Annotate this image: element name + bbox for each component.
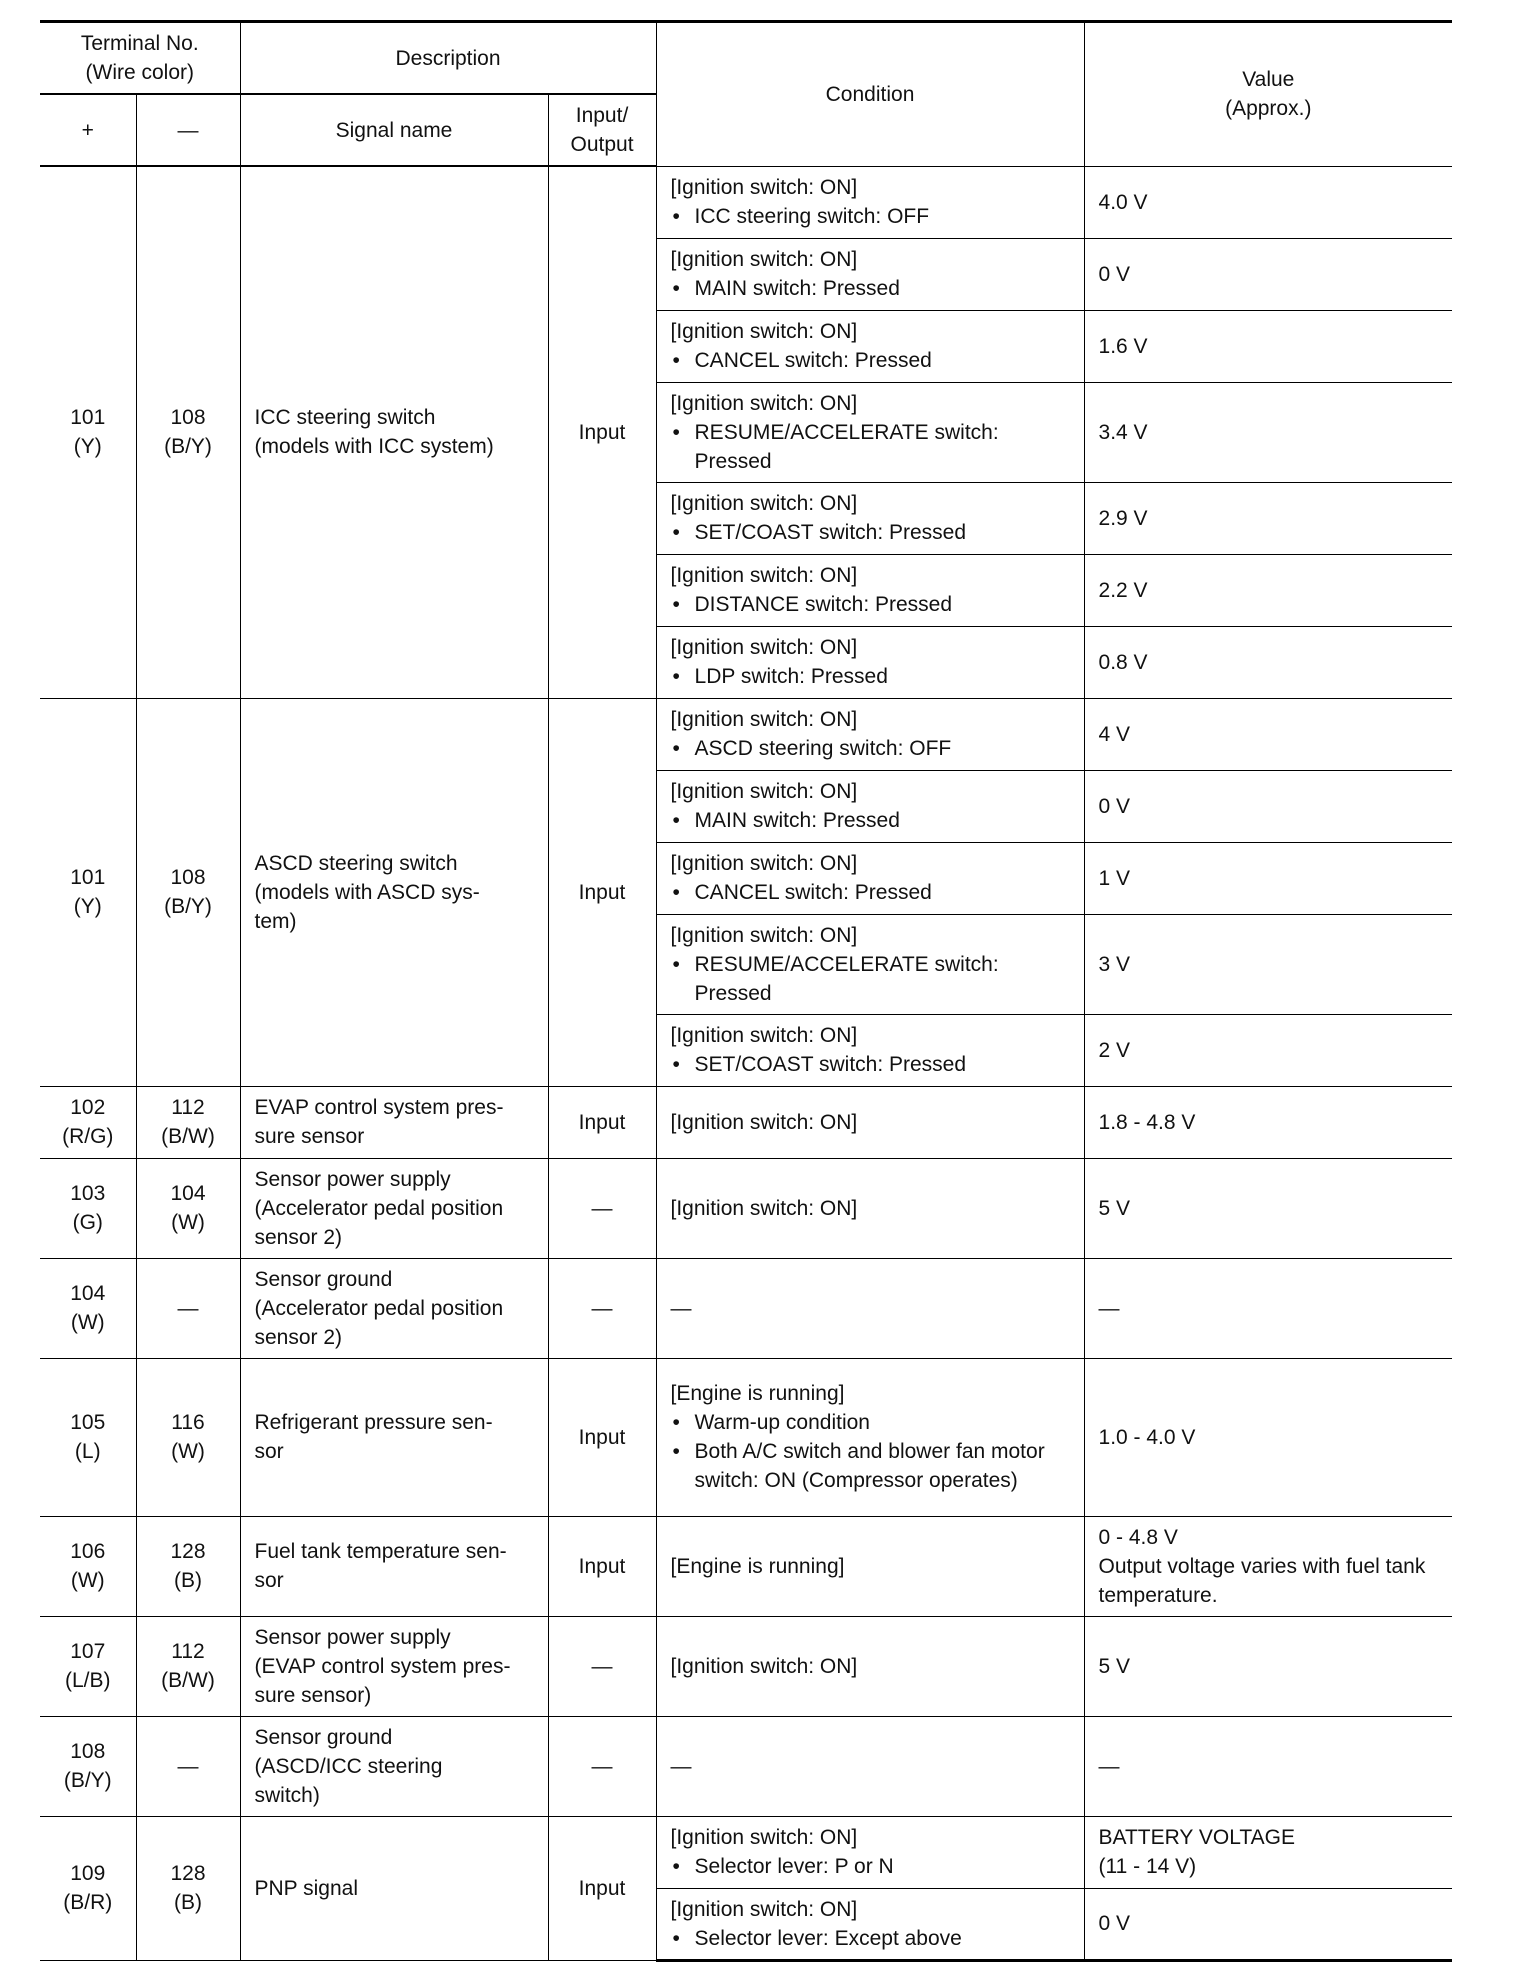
header-row-1 <box>40 22 1452 95</box>
condition-bullet: • RESUME/ACCELERATE switch: Pressed <box>671 418 1070 476</box>
value-text: 5 V <box>1098 1654 1131 1678</box>
signal-name-text: Sensor power supply <box>254 1625 451 1649</box>
condition-header-text: — <box>670 1296 692 1320</box>
value-text: Output voltage varies with fuel tank temperature. <box>1098 1554 1426 1607</box>
signal-name-text: PNP signal <box>254 1876 359 1900</box>
condition-cell <box>656 626 1084 698</box>
input-output-header <box>548 94 656 166</box>
value-text: 1.6 V <box>1098 334 1148 358</box>
signal-name-cell <box>240 698 548 1086</box>
signal-name-text: Sensor power supply <box>254 1167 451 1191</box>
signal-name-text: Sensor ground <box>254 1267 393 1291</box>
terminal-minus-cell <box>136 1716 240 1816</box>
terminal-plus-text: 103 <box>70 1182 106 1205</box>
signal-name-text: Refrigerant pressure sen- <box>254 1411 493 1434</box>
condition-cell <box>656 1616 1084 1716</box>
condition-header-text: [Ignition switch: ON] <box>670 492 858 515</box>
value-text: 2.2 V <box>1098 578 1148 602</box>
terminal-minus-text: 108 <box>170 406 206 430</box>
terminal-minus-text: 112 <box>171 1096 205 1119</box>
input-output-cell: — <box>548 1716 656 1816</box>
signal-name-cell <box>240 1716 548 1816</box>
condition-cell <box>656 1158 1084 1258</box>
value-text: 0 V <box>1098 794 1131 818</box>
condition-cell <box>656 482 1084 554</box>
value-text: 0.8 V <box>1098 650 1148 674</box>
terminal-plus-text: (L/B) <box>64 1669 111 1692</box>
signal-name-text: EVAP control system pres- <box>254 1096 504 1119</box>
terminal-minus-cell <box>136 1086 240 1158</box>
value-cell <box>1084 1086 1452 1158</box>
terminal-plus-cell <box>40 1358 136 1516</box>
signal-name-cell <box>240 1158 548 1258</box>
terminal-minus-text: (W) <box>171 1440 205 1463</box>
condition-header-text: [Ignition switch: ON] <box>670 708 858 731</box>
terminal-no-label: Terminal No. <box>80 32 199 55</box>
terminal-plus-text: (W) <box>70 1569 105 1592</box>
condition-header-text: [Ignition switch: ON] <box>670 636 858 659</box>
value-header <box>1084 22 1452 167</box>
signal-name-text: switch) <box>254 1783 320 1807</box>
signal-name-cell <box>240 1358 548 1516</box>
signal-name-text: (ASCD/ICC steering <box>254 1754 443 1778</box>
condition-cell <box>656 1716 1084 1816</box>
table-row <box>40 698 1452 770</box>
terminal-plus-text: (Y) <box>73 895 102 918</box>
value-cell <box>1084 382 1452 482</box>
terminal-minus-text: 116 <box>171 1411 205 1434</box>
table-row <box>40 166 1452 238</box>
signal-name-header: Signal name <box>240 94 548 166</box>
value-cell <box>1084 482 1452 554</box>
terminal-plus-text: (W) <box>70 1311 105 1334</box>
value-cell <box>1084 1716 1452 1816</box>
condition-bullet: • SET/COAST switch: Pressed <box>671 1050 1070 1079</box>
terminal-minus-cell <box>136 1158 240 1258</box>
terminal-plus-text: 109 <box>70 1862 106 1885</box>
terminal-minus-text: (W) <box>171 1211 205 1234</box>
terminal-minus-cell <box>136 1358 240 1516</box>
value-cell <box>1084 238 1452 310</box>
value-text: 2 V <box>1098 1038 1131 1062</box>
signal-name-cell <box>240 1258 548 1358</box>
condition-header-text: [Ignition switch: ON] <box>670 1196 858 1220</box>
terminal-spec-page <box>40 20 1452 1962</box>
condition-cell <box>656 554 1084 626</box>
terminal-plus-text: 104 <box>70 1282 106 1305</box>
terminal-minus-text: (B/W) <box>161 1669 215 1692</box>
table-body <box>40 166 1452 1960</box>
terminal-minus-text: — <box>177 1296 199 1320</box>
condition-bullet: • Both A/C switch and blower fan motor switch: ON (Compressor operates) <box>671 1437 1070 1495</box>
condition-cell <box>656 1358 1084 1516</box>
terminal-minus-text: 128 <box>170 1862 206 1885</box>
value-text: 1.8 - 4.8 V <box>1098 1110 1196 1134</box>
signal-name-text: sor <box>254 1440 284 1463</box>
value-cell <box>1084 310 1452 382</box>
value-cell <box>1084 842 1452 914</box>
table-row <box>40 1086 1452 1158</box>
condition-header-text: [Engine is running] <box>670 1554 845 1578</box>
value-cell <box>1084 1014 1452 1086</box>
value-cell <box>1084 1888 1452 1960</box>
value-cell <box>1084 770 1452 842</box>
input-output-cell: Input <box>548 166 656 698</box>
terminal-minus-cell <box>136 166 240 698</box>
value-text: 0 V <box>1098 1912 1131 1935</box>
condition-header-text: [Ignition switch: ON] <box>670 923 858 947</box>
table-row <box>40 1616 1452 1716</box>
condition-cell <box>656 166 1084 238</box>
condition-header-text: [Ignition switch: ON] <box>670 564 858 587</box>
input-output-cell: — <box>548 1616 656 1716</box>
input-output-cell: Input <box>548 1816 656 1960</box>
terminal-no-header <box>40 22 240 95</box>
terminal-plus-cell <box>40 166 136 698</box>
terminal-plus-cell <box>40 1716 136 1816</box>
signal-name-cell <box>240 1816 548 1960</box>
input-output-label-2: Output <box>570 133 634 156</box>
value-text: — <box>1098 1296 1120 1320</box>
terminal-minus-cell <box>136 1616 240 1716</box>
table-row <box>40 1158 1452 1258</box>
condition-cell <box>656 238 1084 310</box>
terminal-plus-text: 106 <box>70 1540 106 1563</box>
terminal-plus-text: 101 <box>70 866 106 889</box>
condition-bullet: • ICC steering switch: OFF <box>671 202 1070 231</box>
signal-name-text: (Accelerator pedal position <box>254 1296 504 1320</box>
value-text: 5 V <box>1098 1196 1131 1220</box>
condition-header-text: [Ignition switch: ON] <box>670 248 858 271</box>
condition-bullet: • RESUME/ACCELERATE switch: Pressed <box>671 950 1070 1008</box>
condition-cell <box>656 770 1084 842</box>
condition-header-text: [Engine is running] <box>670 1382 845 1405</box>
value-text: 4.0 V <box>1098 190 1148 214</box>
value-cell <box>1084 1516 1452 1616</box>
input-output-cell: Input <box>548 698 656 1086</box>
value-cell <box>1084 166 1452 238</box>
condition-cell <box>656 842 1084 914</box>
terminal-minus-cell <box>136 698 240 1086</box>
value-approx-label: (Approx.) <box>1225 97 1312 121</box>
input-output-cell: Input <box>548 1358 656 1516</box>
terminal-plus-text: 101 <box>70 406 106 430</box>
condition-bullet: • Selector lever: Except above <box>671 1924 1070 1953</box>
terminal-plus-cell <box>40 1158 136 1258</box>
input-output-cell: — <box>548 1158 656 1258</box>
terminal-plus-cell <box>40 1258 136 1358</box>
value-text: 1 V <box>1098 866 1131 890</box>
condition-cell <box>656 1888 1084 1960</box>
terminal-minus-text: (B/W) <box>161 1125 215 1148</box>
terminal-minus-text: 104 <box>170 1182 206 1205</box>
terminal-plus-text: (L) <box>74 1440 101 1463</box>
value-text: 0 - 4.8 V <box>1098 1525 1178 1549</box>
value-cell <box>1084 698 1452 770</box>
value-cell <box>1084 914 1452 1014</box>
terminal-minus-cell <box>136 1516 240 1616</box>
signal-name-cell <box>240 1616 548 1716</box>
table-row <box>40 1716 1452 1816</box>
condition-cell <box>656 1086 1084 1158</box>
terminal-minus-text: (B) <box>174 1891 202 1914</box>
signal-name-text: (EVAP control system pres- <box>254 1654 511 1678</box>
condition-bullet: • SET/COAST switch: Pressed <box>671 518 1070 547</box>
value-text: 1.0 - 4.0 V <box>1098 1425 1196 1449</box>
terminal-plus-cell <box>40 1816 136 1960</box>
value-text: 3 V <box>1098 952 1131 976</box>
terminal-plus-cell <box>40 1616 136 1716</box>
value-cell <box>1084 1358 1452 1516</box>
condition-bullet: • CANCEL switch: Pressed <box>671 346 1070 375</box>
condition-header-text: [Ignition switch: ON] <box>670 1654 858 1678</box>
condition-header-text: [Ignition switch: ON] <box>670 1826 858 1849</box>
terminal-plus-text: 108 <box>70 1740 106 1763</box>
terminal-minus-text: 128 <box>170 1540 206 1563</box>
terminal-minus-text: (B) <box>174 1569 202 1592</box>
table-row <box>40 1516 1452 1616</box>
value-text: (11 - 14 V) <box>1098 1855 1197 1878</box>
condition-bullet: • DISTANCE switch: Pressed <box>671 590 1070 619</box>
signal-name-text: ASCD steering switch <box>254 851 458 875</box>
value-cell <box>1084 1158 1452 1258</box>
terminal-minus-text: — <box>177 1754 199 1778</box>
condition-header-text: [Ignition switch: ON] <box>670 176 858 199</box>
table-row <box>40 1258 1452 1358</box>
condition-header-text: [Ignition switch: ON] <box>670 852 858 875</box>
value-text: — <box>1098 1754 1120 1778</box>
terminal-plus-text: 102 <box>70 1096 106 1119</box>
signal-name-text: Sensor ground <box>254 1725 393 1749</box>
condition-header-text: [Ignition switch: ON] <box>670 1024 858 1047</box>
signal-name-cell <box>240 1516 548 1616</box>
signal-name-text: ICC steering switch <box>254 406 436 430</box>
table-row <box>40 1816 1452 1888</box>
table-row <box>40 1358 1452 1516</box>
input-output-cell: Input <box>548 1516 656 1616</box>
condition-bullet: • LDP switch: Pressed <box>671 662 1070 691</box>
terminal-plus-cell <box>40 1086 136 1158</box>
value-cell <box>1084 1616 1452 1716</box>
condition-cell <box>656 914 1084 1014</box>
table-header <box>40 22 1452 167</box>
input-output-cell: — <box>548 1258 656 1358</box>
value-cell <box>1084 626 1452 698</box>
terminal-plus-text: (B/Y) <box>63 1769 112 1792</box>
terminal-plus-text: 105 <box>70 1411 106 1434</box>
terminal-spec-table <box>40 20 1452 1962</box>
condition-cell <box>656 1258 1084 1358</box>
signal-name-text: (Accelerator pedal position <box>254 1196 504 1220</box>
value-label: Value <box>1242 68 1295 92</box>
minus-header: — <box>136 94 240 166</box>
condition-bullet: • MAIN switch: Pressed <box>671 274 1070 303</box>
signal-name-cell <box>240 1086 548 1158</box>
wire-color-label: (Wire color) <box>85 61 194 84</box>
terminal-plus-text: (B/R) <box>63 1891 113 1914</box>
condition-header-text: [Ignition switch: ON] <box>670 780 858 803</box>
value-cell <box>1084 554 1452 626</box>
signal-name-text: (models with ASCD sys- <box>254 880 480 904</box>
terminal-plus-text: (G) <box>72 1211 103 1234</box>
value-text: 0 V <box>1098 262 1131 286</box>
value-text: 4 V <box>1098 722 1131 746</box>
value-text: BATTERY VOLTAGE <box>1098 1826 1295 1849</box>
terminal-plus-cell <box>40 1516 136 1616</box>
value-cell <box>1084 1816 1452 1888</box>
terminal-plus-text: 107 <box>70 1640 106 1663</box>
condition-bullet: • CANCEL switch: Pressed <box>671 878 1070 907</box>
condition-header-text: [Ignition switch: ON] <box>670 391 858 415</box>
terminal-minus-text: 112 <box>171 1640 205 1663</box>
signal-name-text: sure sensor) <box>254 1683 372 1707</box>
input-output-label-1: Input/ <box>575 104 629 127</box>
condition-bullet: • MAIN switch: Pressed <box>671 806 1070 835</box>
terminal-minus-cell <box>136 1816 240 1960</box>
terminal-minus-cell <box>136 1258 240 1358</box>
signal-name-text: sensor 2) <box>254 1225 343 1249</box>
condition-header-text: [Ignition switch: ON] <box>670 320 858 343</box>
signal-name-text: tem) <box>254 909 297 933</box>
description-header: Description <box>240 22 656 95</box>
condition-cell <box>656 1014 1084 1086</box>
condition-cell <box>656 382 1084 482</box>
condition-cell <box>656 1816 1084 1888</box>
condition-bullet: • ASCD steering switch: OFF <box>671 734 1070 763</box>
signal-name-text: Fuel tank temperature sen- <box>254 1540 507 1563</box>
value-text: 2.9 V <box>1098 506 1148 530</box>
condition-cell <box>656 698 1084 770</box>
condition-header: Condition <box>656 22 1084 167</box>
signal-name-text: (models with ICC system) <box>254 435 494 459</box>
input-output-cell: Input <box>548 1086 656 1158</box>
signal-name-cell <box>240 166 548 698</box>
signal-name-text: sor <box>254 1569 284 1592</box>
condition-header-text: [Ignition switch: ON] <box>670 1897 858 1921</box>
value-text: 3.4 V <box>1098 420 1148 444</box>
signal-name-text: sensor 2) <box>254 1325 343 1349</box>
plus-header: + <box>40 94 136 166</box>
condition-cell <box>656 310 1084 382</box>
terminal-plus-cell <box>40 698 136 1086</box>
terminal-minus-text: (B/Y) <box>164 895 212 918</box>
condition-bullet: • Warm-up condition <box>671 1408 1070 1437</box>
terminal-minus-text: 108 <box>170 866 206 889</box>
value-cell <box>1084 1258 1452 1358</box>
signal-name-text: sure sensor <box>254 1125 365 1148</box>
condition-bullet: • Selector lever: P or N <box>671 1852 1070 1881</box>
condition-header-text: — <box>670 1754 692 1778</box>
terminal-plus-text: (R/G) <box>62 1125 114 1148</box>
terminal-plus-text: (Y) <box>73 435 102 459</box>
condition-header-text: [Ignition switch: ON] <box>670 1110 858 1134</box>
condition-cell <box>656 1516 1084 1616</box>
terminal-minus-text: (B/Y) <box>164 435 212 459</box>
